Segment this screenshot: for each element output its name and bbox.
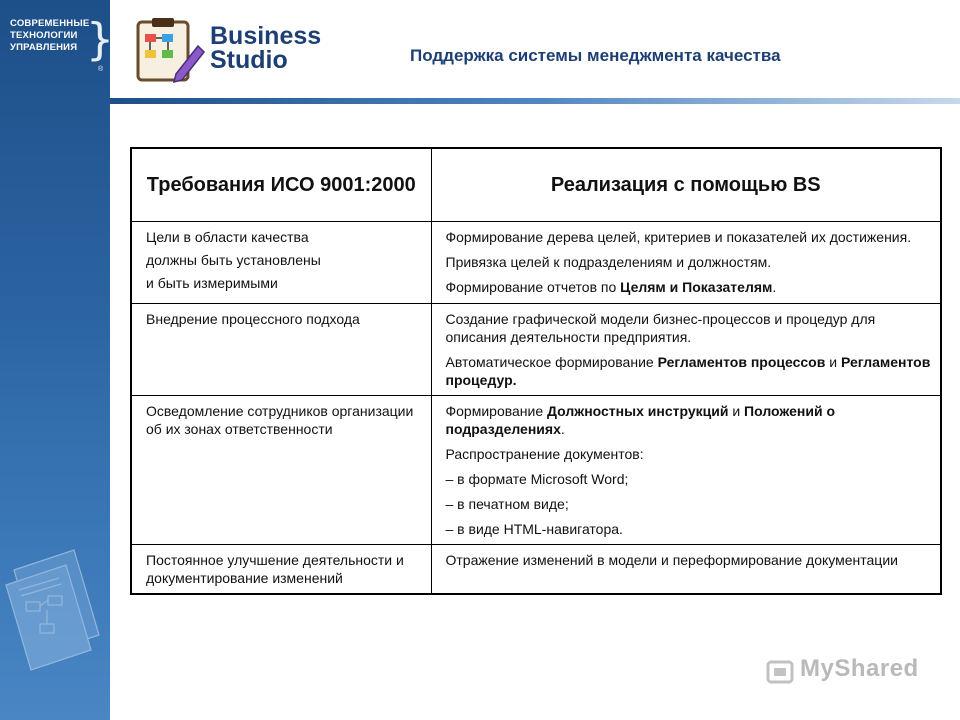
text-fragment: и <box>825 354 841 370</box>
requirements-table <box>130 147 942 595</box>
implementation-paragraph <box>446 278 933 296</box>
table-row <box>131 304 941 396</box>
page-title: Поддержка системы менеджмента качества <box>410 46 781 65</box>
watermark-text: MyShared <box>800 655 919 682</box>
company-brace: } <box>86 14 114 65</box>
table-row <box>131 396 941 545</box>
implementation-list-item: – в формате Microsoft Word; <box>445 471 629 487</box>
text-fragment: . <box>560 421 565 437</box>
text-fragment: Формирование отчетов по <box>445 279 621 295</box>
watermark-icon <box>766 658 796 688</box>
column-header-implementation: Реализация с помощью BS <box>431 148 941 222</box>
requirement-cell <box>131 222 431 304</box>
bold-term: Должностных инструкций <box>547 403 729 419</box>
business-studio-logo <box>132 16 322 86</box>
requirement-cell: Постоянное улучшение деятельности и документирование изменений <box>131 545 431 595</box>
bold-term: Регламентов процессов <box>657 354 826 370</box>
header-divider <box>110 98 960 104</box>
text-fragment: . <box>772 279 777 295</box>
implementation-list-item: – в печатном виде; <box>445 496 569 512</box>
implementation-cell <box>431 396 941 545</box>
implementation-paragraph: Распространение документов: <box>445 446 644 462</box>
requirement-line: и быть измеримыми <box>146 275 278 291</box>
company-line-3: УПРАВЛЕНИЯ <box>10 42 78 53</box>
clipboard-icon <box>132 16 206 86</box>
requirement-cell: Внедрение процессного подхода <box>131 304 431 396</box>
company-logo <box>10 14 114 78</box>
bold-term: Целям и Показателям <box>620 279 773 295</box>
implementation-paragraph: Отражение изменений в модели и переформирование документации <box>445 552 898 568</box>
registered-mark: ® <box>98 66 104 73</box>
bold-term: Положений о подразделениях <box>445 403 836 437</box>
column-header-requirements: Требования ИСО 9001:2000 <box>131 148 431 222</box>
logo-line-studio: Studio <box>210 46 288 74</box>
company-line-2: ТЕХНОЛОГИИ <box>10 30 78 41</box>
implementation-paragraph <box>446 353 933 389</box>
table-row <box>131 545 941 595</box>
requirement-line: Цели в области качества <box>146 229 309 245</box>
logo-line-business: Business <box>210 22 322 50</box>
table-row <box>131 222 941 304</box>
table-header-row <box>131 148 941 222</box>
bold-term: Регламентов процедур. <box>445 354 931 388</box>
implementation-paragraph <box>446 402 933 438</box>
implementation-paragraph: Создание графической модели бизнес-процессов и процедур для описания деятельности предприятия. <box>445 311 876 345</box>
requirement-line: должны быть установлены <box>146 252 321 268</box>
text-fragment: Формирование <box>445 403 548 419</box>
requirement-cell: Осведомление сотрудников организации об их зонах ответственности <box>131 396 431 545</box>
implementation-paragraph: Формирование дерева целей, критериев и показателей их достижения. <box>445 229 912 245</box>
implementation-list-item: – в виде HTML-навигатора. <box>445 521 623 537</box>
text-fragment: и <box>728 403 745 419</box>
company-line-1: СОВРЕМЕННЫЕ <box>10 18 90 29</box>
left-sidebar <box>0 0 114 720</box>
text-fragment: Автоматическое формирование <box>445 354 658 370</box>
implementation-cell <box>431 304 941 396</box>
implementation-cell <box>431 222 941 304</box>
documents-illustration <box>4 540 108 680</box>
implementation-cell <box>431 545 941 595</box>
implementation-paragraph: Привязка целей к подразделениям и должностям. <box>445 254 772 270</box>
